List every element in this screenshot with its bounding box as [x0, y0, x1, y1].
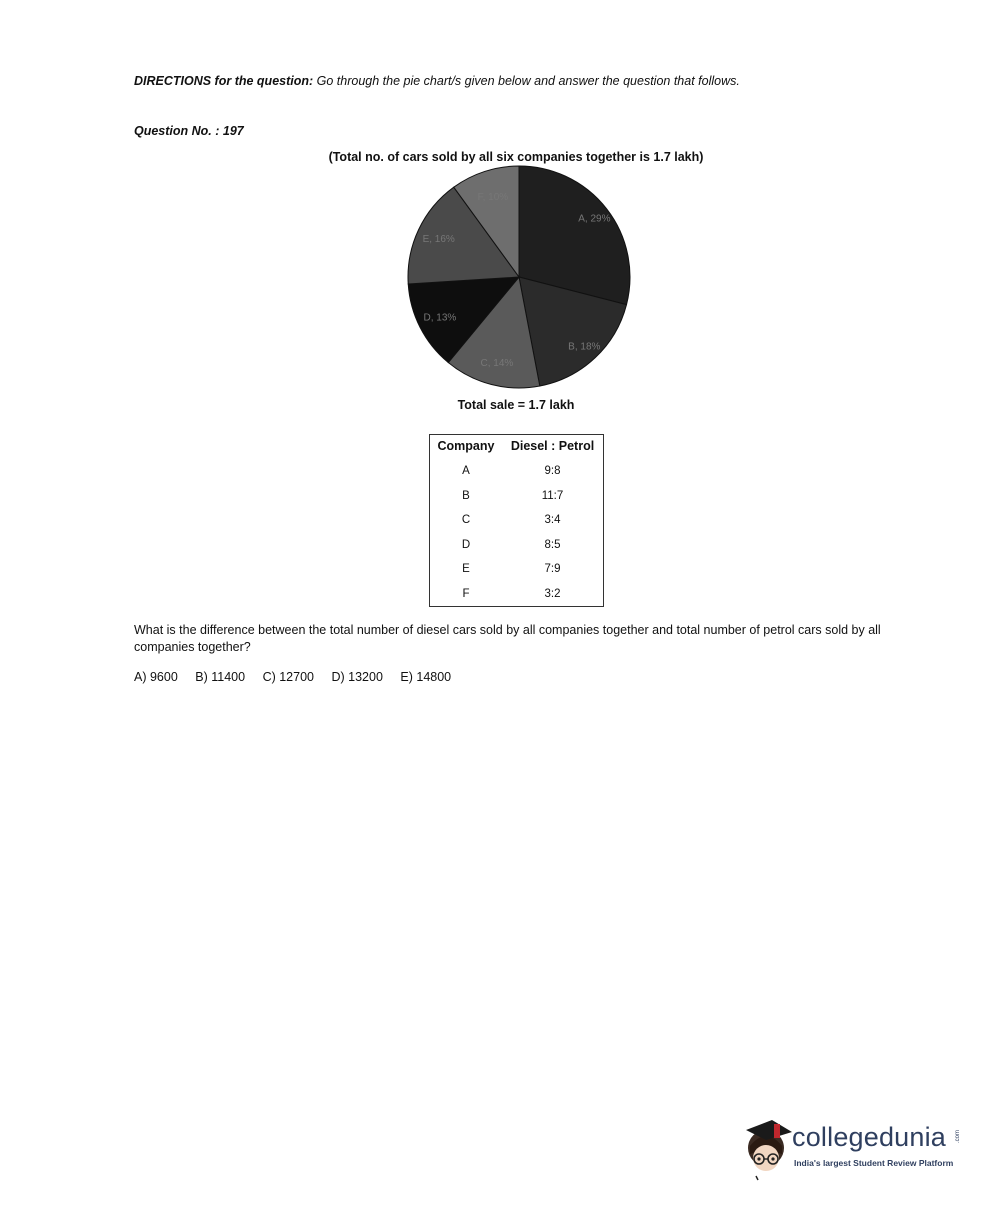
option-d: D) 13200 [331, 670, 383, 684]
pie-label-b: B, 18% [568, 341, 601, 353]
table-row [430, 459, 604, 484]
table-header-company: Company [437, 439, 495, 453]
company-cell: F [462, 587, 470, 600]
option-e: E) 14800 [400, 670, 452, 684]
company-cell: A [462, 465, 470, 478]
table-row [430, 508, 604, 533]
directions-text [134, 74, 740, 88]
table-row [430, 557, 604, 582]
pie-label-d: D, 13% [423, 312, 457, 324]
pie-label-e: E, 16% [422, 234, 455, 246]
ratio-cell: 3:4 [544, 514, 561, 527]
ratio-cell: 8:5 [544, 538, 561, 551]
question-number: Question No. : 197 [134, 124, 244, 138]
pie-chart [380, 162, 660, 394]
ratio-cell: 7:9 [544, 563, 561, 576]
option-a: A) 9600 [134, 670, 178, 684]
pie-label-a: A, 29% [578, 213, 611, 225]
directions-body: Go through the pie chart/s given below and answer the question that follows. [313, 74, 740, 88]
brand-tagline: India's largest Student Review Platform [794, 1158, 954, 1168]
company-cell: B [462, 489, 470, 502]
total-sale-caption: Total sale = 1.7 lakh [457, 398, 575, 412]
table-header-row [430, 435, 604, 460]
directions-label: DIRECTIONS for the question: [134, 74, 314, 88]
ratio-cell: 11:7 [541, 489, 564, 502]
answer-options [134, 670, 465, 684]
diesel-petrol-table [429, 434, 604, 607]
table-row [430, 484, 604, 509]
company-cell: E [462, 563, 470, 576]
pie-label-f: F, 10% [477, 191, 509, 203]
pie-label-c: C, 14% [480, 358, 514, 369]
ratio-cell: 9:8 [544, 465, 561, 478]
brand-name: collegedunia [792, 1122, 947, 1152]
option-c: C) 12700 [262, 670, 314, 684]
company-cell: C [461, 514, 471, 527]
table-row [430, 533, 604, 558]
company-cell: D [461, 538, 471, 551]
chart-title: (Total no. of cars sold by all six companies together is 1.7 lakh) [328, 150, 704, 164]
question-text: What is the difference between the total number of diesel cars sold by all companies together and total number of petrol cars sold by all companies together? [134, 623, 881, 654]
ratio-cell: 3:2 [544, 587, 561, 600]
table-header-ratio: Diesel : Petrol [510, 439, 595, 453]
brand-dotcom: .com [955, 1130, 961, 1144]
table-row [430, 582, 604, 607]
option-b: B) 11400 [195, 670, 246, 684]
